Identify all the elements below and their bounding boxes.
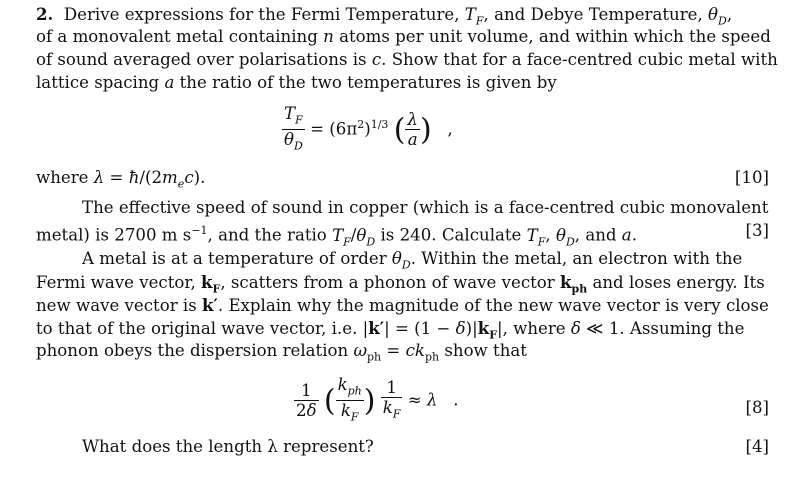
marks-part-2: [3] [745,221,769,240]
marks-part-4: [4] [745,437,769,456]
para3-line-2: Fermi wave vector, $k_F$, scatters from a phonon of wave vector $k_{ph}$ and loses energy. Its [36,272,765,296]
question-number: 2. [36,4,54,24]
fraction-kph-over-kf: $\frac{k_{ph}}{k_F}$ [337,375,362,424]
lambda-definition: where $\lambda = ħ/(2m_ec)$. [36,168,206,191]
intro-line-1: 2. Derive expressions for the Fermi Temperature, $T_F$, and Debye Temperature, $\theta_D$, [36,4,733,28]
equation-temperature-ratio: $\frac{T_F}{\theta_D}$ = $(6\pi^2)^{1/3}$ ( $\frac{\lambda}{a}$ ) , [282,104,453,156]
fraction-tf-over-thetad: $\frac{T_F}{\theta_D}$ [284,104,303,153]
fraction-lambda-over-a: $\frac{\lambda}{a}$ [407,110,418,150]
para3-line-1: A metal is at a temperature of order $\theta_D$. Within the metal, an electron with the [82,249,743,272]
final-question: What does the length λ represent? [82,437,374,456]
equation-lambda-approx: $\frac{1}{2\delta}$ ( $\frac{k_{ph}}{k_F}$ ) $\frac{1}{k_F}$ ≈ λ . [294,375,459,427]
marks-part-1: [10] [734,168,769,187]
para3-line-5: phonon obeys the dispersion relation $\omega_{ph} = ck_{ph}$ show that [36,341,527,364]
para2-line-2: metal) is 2700 m $s^{-1}$, and the ratio $T_F/\theta_D$ is 240. Calculate $T_F$, $\theta_D$, and a. [36,224,637,248]
intro-line-2: of a monovalent metal containing n atoms per unit volume, and within which the speed [36,27,771,46]
intro-line-3: of sound averaged over polarisations is c. Show that for a face-centred cubic metal with [36,50,778,69]
para3-line-4: to that of the original wave vector, i.e. $|k'| = (1 - \delta)|k_F|$, where δ ≪ 1. Assuming the [36,318,745,342]
intro-line-4: lattice spacing a the ratio of the two temperatures is given by [36,73,557,92]
para3-line-3: new wave vector is k′. Explain why the magnitude of the new wave vector is very close [36,295,769,315]
marks-part-3: [8] [745,398,769,417]
para2-line-1: The effective speed of sound in copper (which is a face-centred cubic monovalent [82,198,769,217]
fraction-one-over-2delta: $\frac{1}{2\delta}$ [296,381,317,421]
fraction-one-over-kf: $\frac{1}{k_F}$ [382,378,401,421]
